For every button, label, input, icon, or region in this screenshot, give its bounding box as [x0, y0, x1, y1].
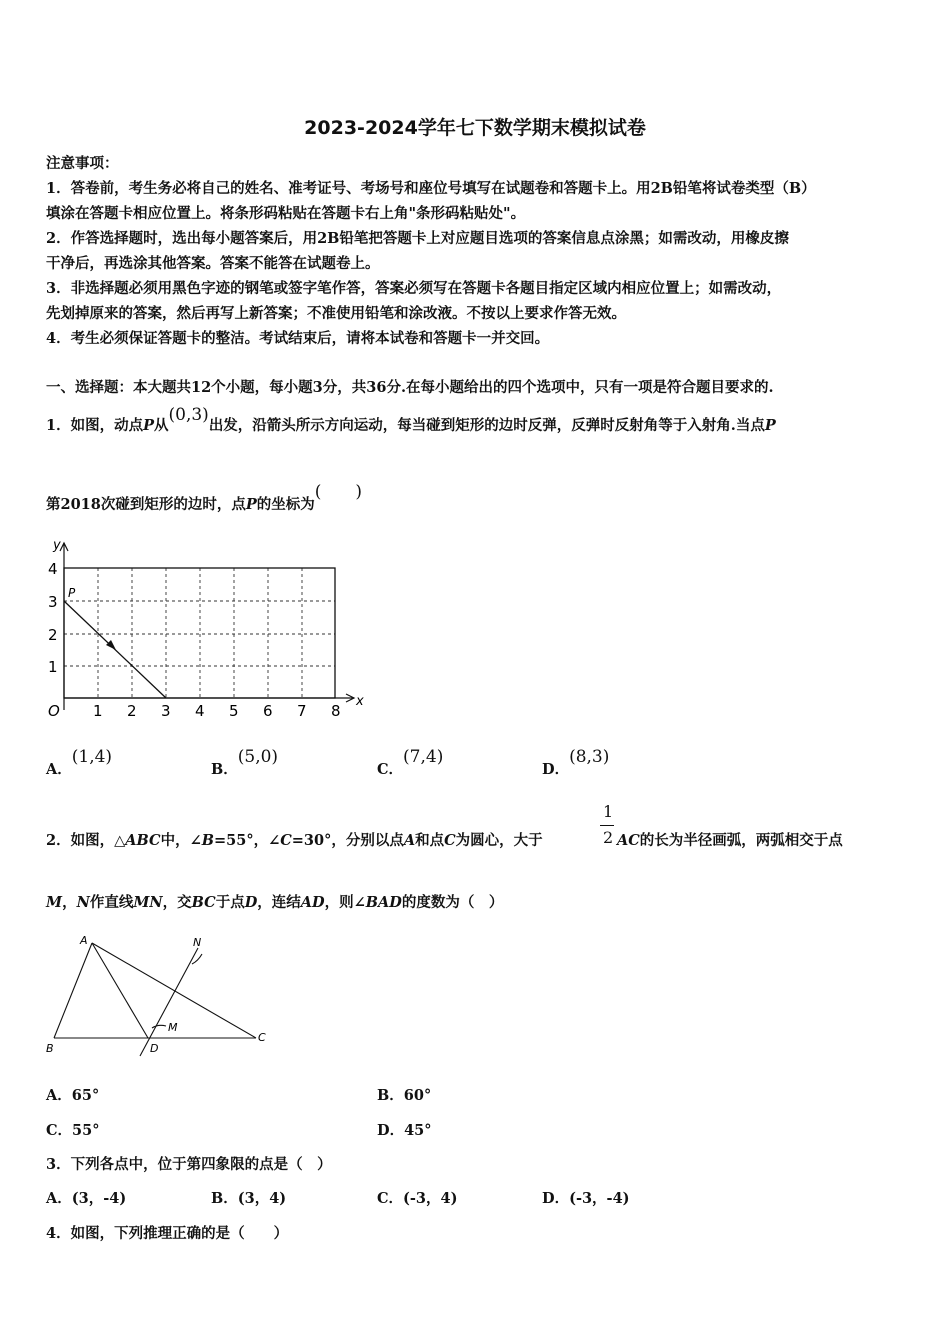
notice-line: 干净后，再选涂其他答案。答案不能答在试题卷上。	[46, 255, 380, 272]
arc-m	[152, 1025, 166, 1028]
x-tick: 8	[331, 702, 341, 720]
question-3-text: 3．下列各点中，位于第四象限的点是（ ）	[46, 1156, 332, 1173]
y-tick: 4	[48, 560, 58, 578]
fraction-denominator: 2	[603, 828, 614, 847]
x-tick: 1	[93, 702, 103, 720]
notice-line: 3．非选择题必须用黑色字迹的钢笔或签字笔作答，答案必须写在答题卡各题目指定区域内相应位置上；如需改动，	[46, 280, 782, 297]
y-tick: 2	[48, 626, 58, 644]
grid-lines	[64, 568, 335, 698]
question-2-text-cont: M，N作直线MN，交BC于点D，连结AD，则∠BAD的度数为（ ）	[46, 894, 504, 911]
x-tick: 4	[195, 702, 205, 720]
section-heading: 一、选择题：本大题共12个小题，每小题3分，共36分.在每小题给出的四个选项中，只有一项是符合题目要求的.	[46, 379, 774, 396]
q2-option-d: D．45°	[377, 1122, 432, 1139]
q2-option-a: A．65°	[46, 1087, 100, 1104]
question-1-text: 1．如图，动点P从(0,3)出发，沿箭头所示方向运动，每当碰到矩形的边时反弹，反弹时反射角等于入射角.当点P	[46, 405, 776, 434]
notice-line: 填涂在答题卡相应位置上。将条形码粘贴在答题卡右上角"条形码粘贴处"。	[46, 205, 526, 222]
question-4-text: 4．如图，下列推理正确的是（ ）	[46, 1225, 289, 1242]
question-2-text-part2: AC的长为半径画弧，两弧相交于点	[617, 832, 843, 849]
q2-option-b: B．60°	[377, 1087, 432, 1104]
y-tick: 1	[48, 658, 58, 676]
q1-option-a: A．(1,4)	[46, 747, 113, 778]
q2-triangle-figure	[40, 928, 280, 1063]
q1-option-c: C．(7,4)	[377, 747, 444, 778]
x-tick: 3	[161, 702, 171, 720]
q2-option-c: C．55°	[46, 1122, 100, 1139]
point-p-label: P	[68, 586, 76, 600]
question-2-text-part1: 2．如图，△ABC中，∠B=55°，∠C=30°，分别以点A和点C为圆心，大于	[46, 832, 543, 849]
notice-line: 1．答卷前，考生务必将自己的姓名、准考证号、考场号和座位号填写在试题卷和答题卡上。用2B铅笔将试卷类型（B）	[46, 180, 816, 197]
fraction-bar	[600, 825, 614, 826]
label-c: C	[258, 1031, 266, 1044]
q1-option-b: B．(5,0)	[211, 747, 279, 778]
q1-option-d: D．(8,3)	[542, 747, 610, 778]
rectangle-boundary	[64, 568, 335, 698]
fraction-numerator: 1	[603, 802, 614, 821]
q3-option-c: C．(-3，4)	[377, 1190, 458, 1207]
label-a: A	[80, 934, 88, 947]
label-d: D	[150, 1042, 159, 1055]
label-n: N	[193, 936, 202, 949]
x-tick: 5	[229, 702, 239, 720]
x-axis-label: x	[356, 694, 364, 709]
start-point-coord: (0,3)	[168, 405, 209, 425]
segment-ad	[92, 943, 148, 1038]
q3-option-b: B．(3，4)	[211, 1190, 287, 1207]
question-1-text-cont: 第2018次碰到矩形的边时，点P的坐标为( )	[46, 482, 363, 513]
line-mn	[140, 948, 198, 1056]
page-title: 2023-2024学年七下数学期末模拟试卷	[304, 117, 646, 139]
origin-label: O	[48, 702, 60, 720]
side-ab	[54, 943, 92, 1038]
y-axis-label: y	[53, 538, 61, 553]
x-tick: 6	[263, 702, 273, 720]
q3-option-a: A．(3，-4)	[46, 1190, 127, 1207]
answer-bracket: ( )	[314, 482, 363, 502]
label-m: M	[168, 1021, 178, 1034]
label-b: B	[46, 1042, 54, 1055]
notice-line: 4．考生必须保证答题卡的整洁。考试结束后，请将本试卷和答题卡一并交回。	[46, 330, 550, 347]
notice-line: 先划掉原来的答案，然后再写上新答案；不准使用铅笔和涂改液。不按以上要求作答无效。	[46, 305, 626, 322]
y-tick: 3	[48, 593, 58, 611]
x-tick: 7	[297, 702, 307, 720]
notice-line: 2．作答选择题时，选出每小题答案后，用2B铅笔把答题卡上对应题目选项的答案信息点涂黑；如需改动，用橡皮擦	[46, 230, 789, 247]
notice-heading: 注意事项：	[46, 155, 119, 172]
q1-coordinate-graph	[40, 535, 375, 725]
x-tick: 2	[127, 702, 137, 720]
q3-option-d: D．(-3，-4)	[542, 1190, 630, 1207]
